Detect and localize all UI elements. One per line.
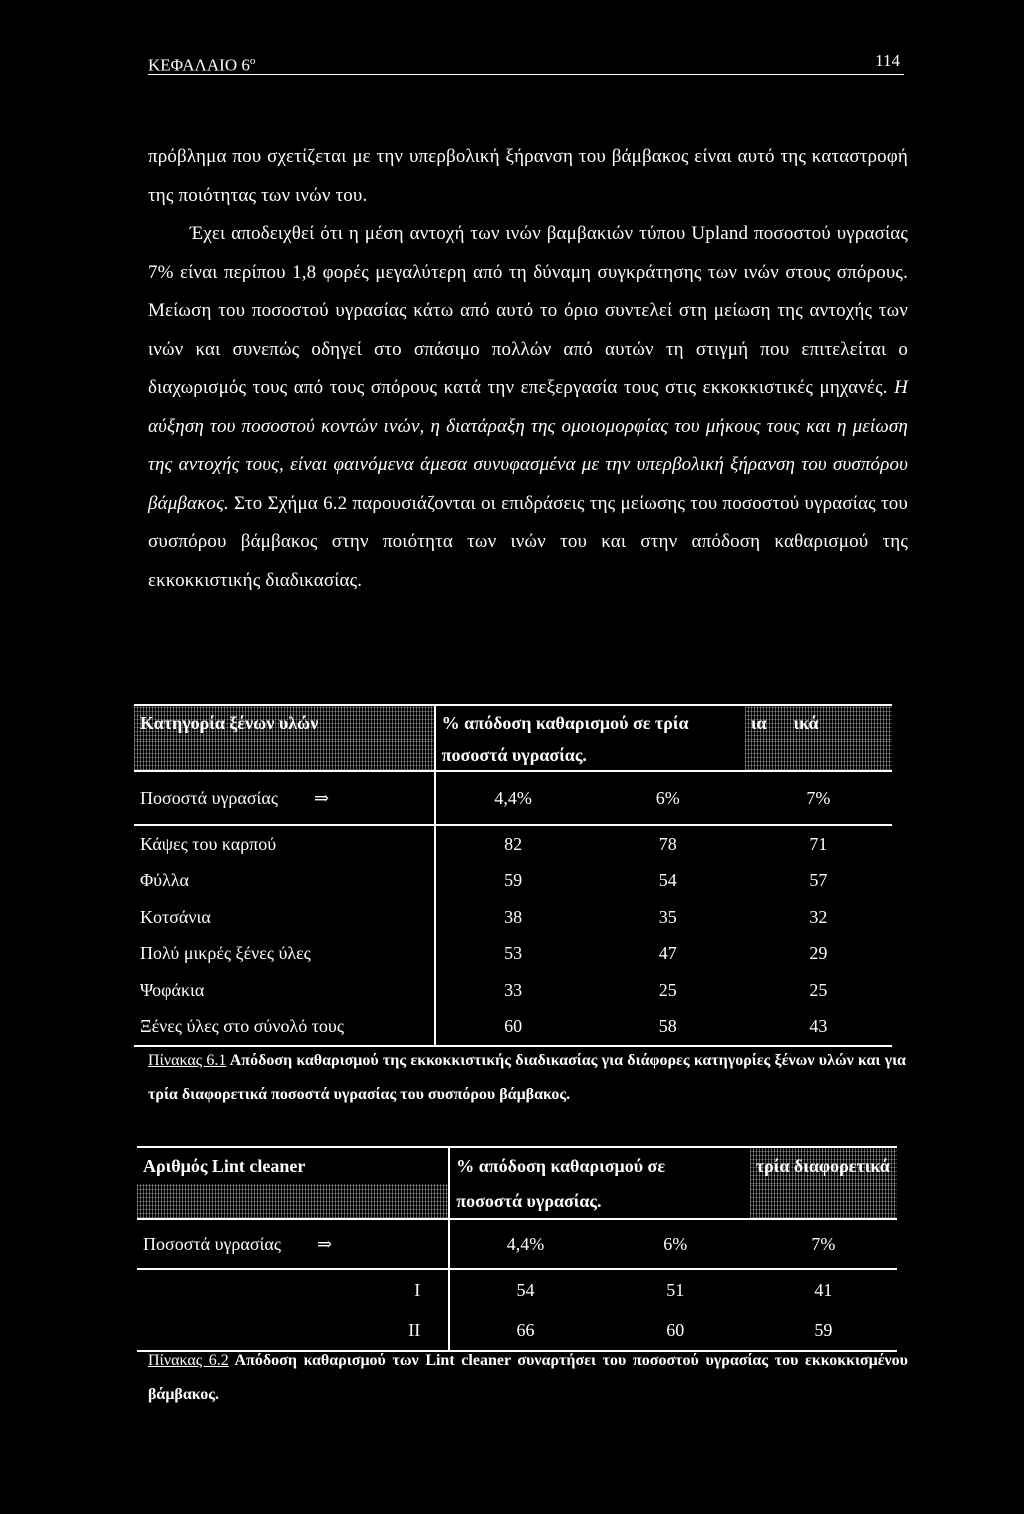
- moisture-value: 4,4%: [435, 771, 591, 825]
- cell-value: 54: [658, 870, 677, 891]
- table-row: [134, 899, 892, 936]
- cell-value: 41: [814, 1279, 833, 1300]
- table2-header-blank: [750, 1184, 897, 1219]
- cell-value: 53: [435, 936, 591, 973]
- moisture-value: 7%: [745, 771, 892, 825]
- cell-value: 66: [449, 1310, 600, 1351]
- cell-value: 29: [809, 943, 828, 964]
- cell-value: 33: [435, 972, 591, 1009]
- table2-moisture-row: [137, 1219, 897, 1269]
- table-foreign-matter: [134, 704, 892, 1047]
- table1-header-right-2: ποσοστά υγρασίας.: [435, 740, 745, 771]
- arrow-icon: ⇒: [313, 787, 330, 808]
- cell-value: 54: [449, 1269, 600, 1310]
- table1-caption: [148, 1044, 906, 1112]
- table2-header-right-2: ποσοστά υγρασίας.: [449, 1184, 750, 1219]
- table2-header-left: Αριθμός Lint cleaner: [137, 1147, 449, 1184]
- cell-value: 71: [809, 833, 828, 854]
- table-row: [137, 1269, 897, 1310]
- paragraph-1: πρόβλημα που σχετίζεται με την υπερβολική ξήρανση του βάμβακος είναι αυτό της καταστροφή της ποιότητας των ινών του.: [148, 146, 908, 206]
- cell-value: 25: [658, 979, 677, 1000]
- cell-value: 47: [658, 943, 677, 964]
- row-label: II: [137, 1310, 449, 1351]
- cell-value: 60: [601, 1310, 750, 1351]
- moisture-label: Ποσοστά υγρασίας ⇒: [137, 1219, 449, 1269]
- table-lint-cleaner: [137, 1146, 897, 1352]
- cell-value: 51: [666, 1279, 685, 1300]
- moisture-value: 6%: [601, 1219, 750, 1269]
- moisture-value: 6%: [591, 771, 745, 825]
- row-label: Πολύ μικρές ξένες ύλες: [140, 943, 311, 964]
- cell-value: 59: [435, 863, 591, 900]
- chapter-title: ΚΕΦΑΛΑΙΟ $6^o$: [148, 55, 256, 75]
- cell-value: 32: [809, 906, 828, 927]
- table1-header-left-blank: [134, 740, 435, 771]
- arrow-icon: ⇒: [316, 1233, 333, 1254]
- table-row: [134, 972, 892, 1009]
- body-text: [148, 138, 908, 600]
- cell-value: 59: [750, 1310, 897, 1351]
- caption-text: Απόδοση καθαρισμού των Lint cleaner συναρτήσει του ποσοστού υγρασίας του εκκοκκισμένου βάμβακος.: [148, 1352, 908, 1403]
- cell-value: 58: [591, 1009, 745, 1047]
- table1-header-left: Κατηγορία ξένων υλών: [134, 705, 435, 740]
- row-label: Ξένες ύλες στο σύνολό τους: [134, 1009, 435, 1047]
- table-row: [134, 863, 892, 900]
- cell-value: 38: [435, 899, 591, 936]
- table1-header-blank: [745, 740, 892, 771]
- table2-header-right: % απόδοση καθαρισμού σε: [449, 1147, 750, 1184]
- table2-caption: [148, 1344, 908, 1412]
- table1-moisture-row: [134, 771, 892, 825]
- moisture-value: 4,4%: [449, 1219, 600, 1269]
- row-label: I: [414, 1279, 421, 1300]
- caption-label: Πίνακας 6.1: [148, 1052, 227, 1069]
- cell-value: 78: [658, 833, 677, 854]
- cell-value: 60: [435, 1009, 591, 1047]
- table-row: [134, 1009, 892, 1047]
- italic-passage: Η αύξηση του ποσοστού κοντών ινών, η διατάραξη της ομοιομορφίας του μήκους τους και η μείωση της αντοχής τους, είναι φαινόμενα άμεσα συνυφασμένα με την υπερβολική ξήρανση του συσπόρου βάμβακος.: [148, 377, 908, 514]
- row-label: Ψοφάκια: [140, 979, 205, 1000]
- moisture-value: 7%: [750, 1219, 897, 1269]
- page-header: [148, 50, 904, 75]
- cell-value: 57: [809, 870, 828, 891]
- cell-value: 35: [658, 906, 677, 927]
- paragraph-2: Έχει αποδειχθεί ότι η μέση αντοχή των ινών βαμβακιών τύπου Upland ποσοστού υγρασίας 7% είναι περίπου 1,8 φορές μεγαλύτερη από τη δύναμη συγκράτησης των ινών στους σπόρους. Μείωση του ποσοστού υγρασίας κάτω από αυτό το όριο συντελεί στη μείωση της αντοχής των ινών και συνεπώς οδηγεί στο σπάσιμο πολλών από αυτών τη στιγμή που επιτελείται ο διαχωρισμός τους από τους σπόρους κατά την επεξεργασία τους στις εκκοκκιστικές μηχανές. Η αύξηση του ποσοστού κοντών ινών, η διατάραξη της ομοιομορφίας του μήκους τους και η μείωση της αντοχής τους, είναι φαινόμενα άμεσα συνυφασμένα με την υπερβολική ξήρανση του συσπόρου βάμβακος. Στο Σχήμα 6.2 παρουσιάζονται οι επιδράσεις της μείωσης του ποσοστού υγρασίας του συσπόρου βάμβακος στην ποιότητα των ινών του και στην απόδοση καθαρισμού της εκκοκκιστικής διαδικασίας.: [148, 223, 908, 591]
- cell-value: 43: [745, 1009, 892, 1047]
- table1-header-right: % απόδοση καθαρισμού σε τρία: [435, 705, 745, 740]
- table2-header-left-blank: [137, 1184, 449, 1219]
- cell-value: 25: [809, 979, 828, 1000]
- table-row: [134, 936, 892, 973]
- caption-text: Απόδοση καθαρισμού της εκκοκκιστικής διαδικασίας για διάφορες κατηγορίες ξένων υλών και για τρία διαφορετικά ποσοστά υγρασίας του συσπόρου βάμβακος.: [148, 1052, 906, 1103]
- row-label: Κάψες του καρπού: [140, 833, 277, 854]
- cell-value: 82: [435, 825, 591, 863]
- table2-header-right-tail: τρία διαφορετικά: [750, 1147, 897, 1184]
- row-label: Φύλλα: [140, 870, 189, 891]
- moisture-label: Ποσοστά υγρασίας ⇒: [134, 771, 435, 825]
- table1-header-right-tail: ια ικά: [745, 705, 892, 740]
- page-number: 114: [875, 51, 900, 70]
- table-row: [134, 825, 892, 863]
- row-label: Κοτσάνια: [140, 906, 211, 927]
- caption-label: Πίνακας 6.2: [148, 1352, 229, 1369]
